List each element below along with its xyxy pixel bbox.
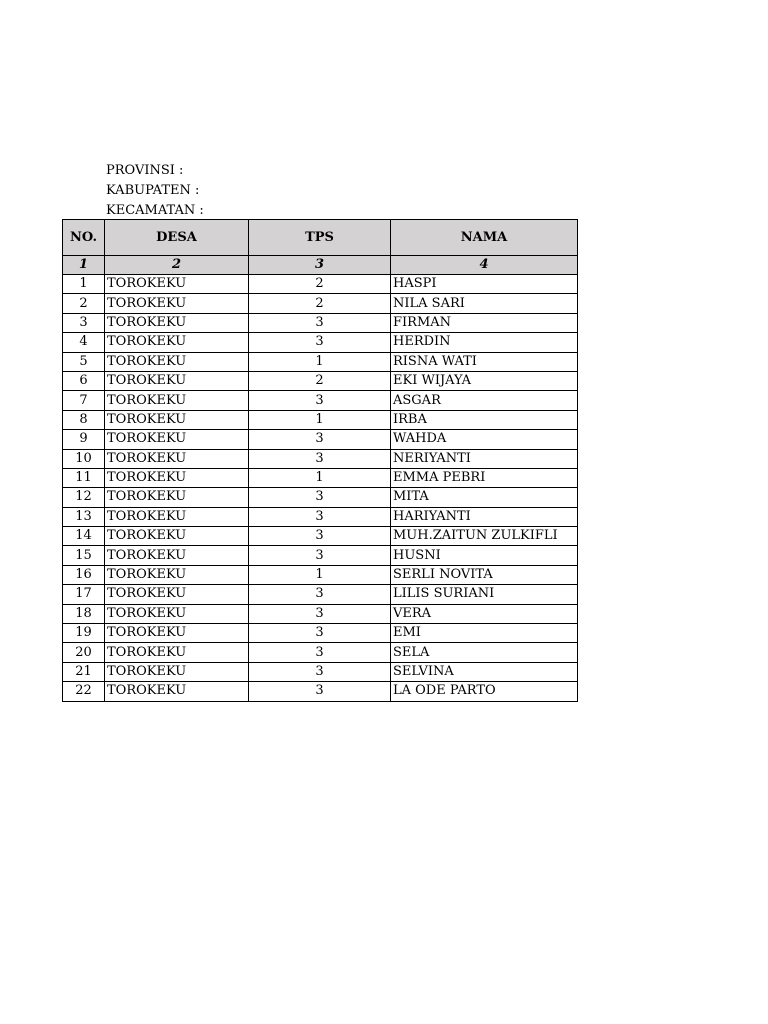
cell-no: 10	[63, 449, 105, 468]
cell-desa: TOROKEKU	[105, 275, 249, 294]
cell-nama: MITA	[391, 488, 578, 507]
cell-no: 19	[63, 624, 105, 643]
index-tps: 3	[249, 256, 391, 275]
index-no: 1	[63, 256, 105, 275]
cell-no: 1	[63, 275, 105, 294]
cell-no: 21	[63, 662, 105, 681]
kecamatan-label: KECAMATAN :	[106, 203, 204, 218]
cell-no: 22	[63, 682, 105, 701]
cell-nama: LILIS SURIANI	[391, 585, 578, 604]
cell-tps: 2	[249, 371, 391, 390]
cell-nama: FIRMAN	[391, 313, 578, 332]
cell-no: 15	[63, 546, 105, 565]
cell-desa: TOROKEKU	[105, 468, 249, 487]
cell-no: 18	[63, 604, 105, 623]
cell-desa: TOROKEKU	[105, 449, 249, 468]
cell-tps: 3	[249, 682, 391, 701]
table-row	[63, 333, 578, 352]
header-tps: TPS	[249, 220, 391, 256]
cell-no: 17	[63, 585, 105, 604]
table-row	[63, 624, 578, 643]
table-row	[63, 313, 578, 332]
cell-no: 4	[63, 333, 105, 352]
cell-nama: SERLI NOVITA	[391, 565, 578, 584]
cell-nama: HARIYANTI	[391, 507, 578, 526]
document-meta	[106, 161, 204, 221]
cell-nama: EKI WIJAYA	[391, 371, 578, 390]
table-row	[63, 468, 578, 487]
cell-tps: 3	[249, 527, 391, 546]
table-row	[63, 565, 578, 584]
cell-no: 2	[63, 294, 105, 313]
cell-nama: SELVINA	[391, 662, 578, 681]
table-row	[63, 662, 578, 681]
cell-desa: TOROKEKU	[105, 488, 249, 507]
cell-desa: TOROKEKU	[105, 565, 249, 584]
cell-desa: TOROKEKU	[105, 527, 249, 546]
cell-no: 6	[63, 371, 105, 390]
cell-no: 9	[63, 430, 105, 449]
cell-desa: TOROKEKU	[105, 507, 249, 526]
cell-tps: 3	[249, 585, 391, 604]
cell-nama: HUSNI	[391, 546, 578, 565]
cell-nama: WAHDA	[391, 430, 578, 449]
table-row	[63, 585, 578, 604]
cell-desa: TOROKEKU	[105, 643, 249, 662]
cell-nama: HERDIN	[391, 333, 578, 352]
table-row	[63, 488, 578, 507]
cell-no: 5	[63, 352, 105, 371]
table-row	[63, 546, 578, 565]
cell-tps: 2	[249, 275, 391, 294]
cell-tps: 2	[249, 294, 391, 313]
cell-tps: 1	[249, 410, 391, 429]
cell-tps: 3	[249, 488, 391, 507]
cell-nama: SELA	[391, 643, 578, 662]
cell-tps: 3	[249, 643, 391, 662]
cell-no: 20	[63, 643, 105, 662]
cell-nama: EMMA PEBRI	[391, 468, 578, 487]
table-row	[63, 371, 578, 390]
cell-tps: 3	[249, 333, 391, 352]
table-row	[63, 352, 578, 371]
cell-no: 16	[63, 565, 105, 584]
table-body	[63, 275, 578, 702]
index-desa: 2	[105, 256, 249, 275]
table-row	[63, 604, 578, 623]
cell-tps: 3	[249, 662, 391, 681]
cell-nama: ASGAR	[391, 391, 578, 410]
voter-table	[62, 219, 578, 702]
cell-tps: 3	[249, 507, 391, 526]
cell-desa: TOROKEKU	[105, 624, 249, 643]
table-index-row	[63, 256, 578, 275]
table-row	[63, 507, 578, 526]
cell-desa: TOROKEKU	[105, 546, 249, 565]
cell-tps: 1	[249, 468, 391, 487]
table-row	[63, 527, 578, 546]
cell-no: 11	[63, 468, 105, 487]
cell-no: 8	[63, 410, 105, 429]
cell-nama: HASPI	[391, 275, 578, 294]
cell-desa: TOROKEKU	[105, 662, 249, 681]
cell-desa: TOROKEKU	[105, 391, 249, 410]
cell-nama: RISNA WATI	[391, 352, 578, 371]
table-header-row	[63, 220, 578, 256]
header-nama: NAMA	[391, 220, 578, 256]
cell-no: 14	[63, 527, 105, 546]
table-row	[63, 643, 578, 662]
cell-tps: 3	[249, 391, 391, 410]
table-row	[63, 275, 578, 294]
cell-tps: 3	[249, 546, 391, 565]
cell-tps: 1	[249, 352, 391, 371]
cell-no: 12	[63, 488, 105, 507]
cell-desa: TOROKEKU	[105, 604, 249, 623]
cell-nama: IRBA	[391, 410, 578, 429]
cell-no: 7	[63, 391, 105, 410]
cell-nama: EMI	[391, 624, 578, 643]
cell-nama: NILA SARI	[391, 294, 578, 313]
cell-tps: 3	[249, 430, 391, 449]
header-no: NO.	[63, 220, 105, 256]
cell-desa: TOROKEKU	[105, 682, 249, 701]
cell-tps: 3	[249, 604, 391, 623]
table-row	[63, 449, 578, 468]
provinsi-label: PROVINSI :	[106, 163, 184, 178]
cell-desa: TOROKEKU	[105, 430, 249, 449]
cell-nama: MUH.ZAITUN ZULKIFLI	[391, 527, 578, 546]
table-row	[63, 430, 578, 449]
cell-desa: TOROKEKU	[105, 371, 249, 390]
header-desa: DESA	[105, 220, 249, 256]
table-row	[63, 682, 578, 701]
table-row	[63, 391, 578, 410]
cell-no: 3	[63, 313, 105, 332]
cell-tps: 3	[249, 449, 391, 468]
cell-desa: TOROKEKU	[105, 294, 249, 313]
cell-tps: 1	[249, 565, 391, 584]
cell-nama: VERA	[391, 604, 578, 623]
kabupaten-label: KABUPATEN :	[106, 183, 200, 198]
cell-desa: TOROKEKU	[105, 352, 249, 371]
cell-desa: TOROKEKU	[105, 585, 249, 604]
index-nama: 4	[391, 256, 578, 275]
cell-desa: TOROKEKU	[105, 333, 249, 352]
cell-tps: 3	[249, 624, 391, 643]
cell-nama: LA ODE PARTO	[391, 682, 578, 701]
table-row	[63, 410, 578, 429]
cell-nama: NERIYANTI	[391, 449, 578, 468]
cell-tps: 3	[249, 313, 391, 332]
cell-desa: TOROKEKU	[105, 410, 249, 429]
cell-desa: TOROKEKU	[105, 313, 249, 332]
table-row	[63, 294, 578, 313]
cell-no: 13	[63, 507, 105, 526]
